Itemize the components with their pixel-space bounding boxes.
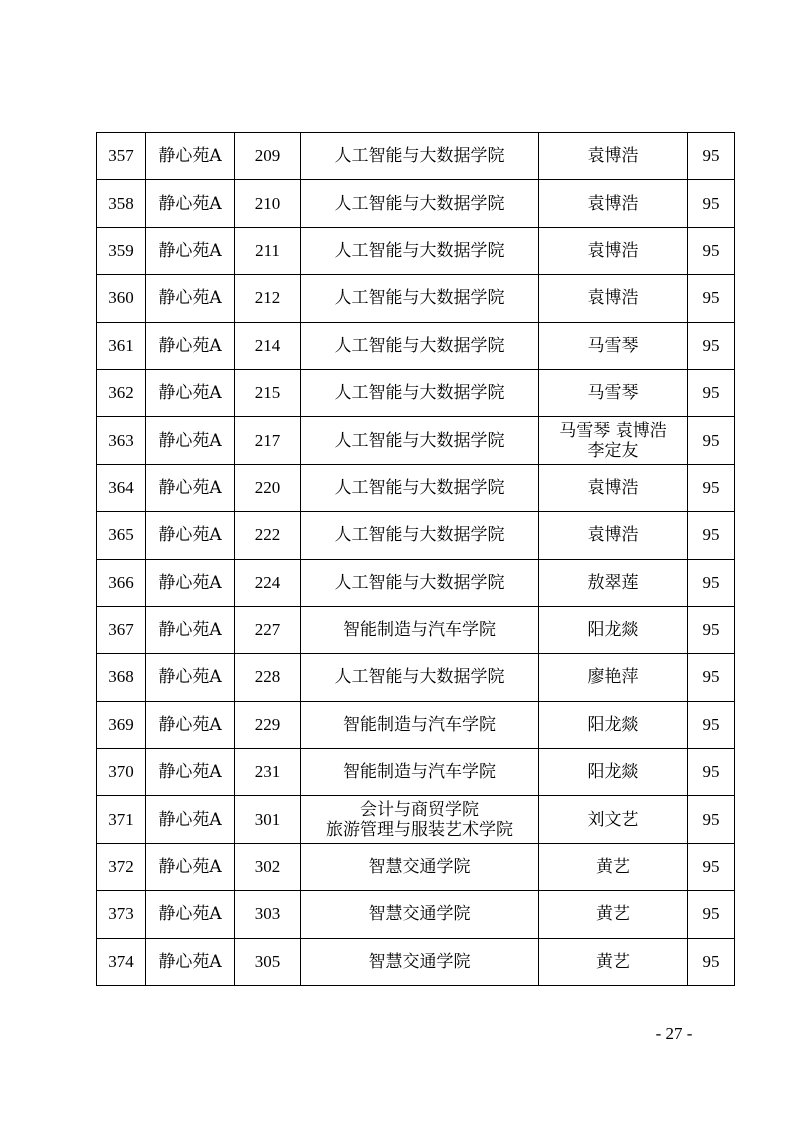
teacher-cell <box>539 369 688 416</box>
score-cell: 95 <box>688 701 735 748</box>
score-cell: 95 <box>688 133 735 180</box>
table-row <box>97 133 735 180</box>
college-cell <box>301 559 539 606</box>
building-cell: 静心苑A <box>146 512 235 559</box>
college-cell <box>301 796 539 843</box>
teacher-line: 马雪琴 <box>587 335 639 356</box>
serial-number-cell: 359 <box>97 227 146 274</box>
table-row <box>97 891 735 938</box>
college-line: 人工智能与大数据学院 <box>334 288 505 309</box>
score-cell: 95 <box>688 559 735 606</box>
room-number-cell: 228 <box>235 654 301 701</box>
serial-number-cell: 360 <box>97 275 146 322</box>
table-row <box>97 369 735 416</box>
college-cell <box>301 180 539 227</box>
teacher-cell <box>539 749 688 796</box>
college-line: 人工智能与大数据学院 <box>334 477 505 498</box>
teacher-line: 马雪琴 <box>587 383 639 404</box>
building-cell: 静心苑A <box>146 559 235 606</box>
college-line: 人工智能与大数据学院 <box>334 667 505 688</box>
building-cell: 静心苑A <box>146 796 235 843</box>
room-number-cell: 222 <box>235 512 301 559</box>
table-row <box>97 227 735 274</box>
room-number-cell: 301 <box>235 796 301 843</box>
serial-number-cell: 363 <box>97 417 146 464</box>
serial-number-cell: 357 <box>97 133 146 180</box>
teacher-line: 阳龙燚 <box>587 714 639 735</box>
room-number-cell: 227 <box>235 606 301 653</box>
score-cell: 95 <box>688 322 735 369</box>
table-row <box>97 322 735 369</box>
college-cell <box>301 654 539 701</box>
teacher-cell <box>539 796 688 843</box>
table-body <box>97 133 735 986</box>
serial-number-cell: 358 <box>97 180 146 227</box>
score-cell: 95 <box>688 891 735 938</box>
teacher-line: 袁博浩 <box>587 240 639 261</box>
teacher-cell <box>539 275 688 322</box>
table-row <box>97 275 735 322</box>
serial-number-cell: 368 <box>97 654 146 701</box>
college-cell <box>301 749 539 796</box>
table-row <box>97 701 735 748</box>
college-cell <box>301 133 539 180</box>
teacher-line: 敖翠莲 <box>587 572 639 593</box>
room-number-cell: 217 <box>235 417 301 464</box>
building-cell: 静心苑A <box>146 322 235 369</box>
table-row <box>97 559 735 606</box>
room-number-cell: 211 <box>235 227 301 274</box>
score-cell: 95 <box>688 654 735 701</box>
serial-number-cell: 365 <box>97 512 146 559</box>
building-cell: 静心苑A <box>146 749 235 796</box>
college-cell <box>301 369 539 416</box>
building-cell: 静心苑A <box>146 133 235 180</box>
room-number-cell: 303 <box>235 891 301 938</box>
room-number-cell: 209 <box>235 133 301 180</box>
college-line: 人工智能与大数据学院 <box>334 525 505 546</box>
teacher-cell <box>539 559 688 606</box>
teacher-line: 黄艺 <box>596 904 630 925</box>
table-row <box>97 749 735 796</box>
score-cell: 95 <box>688 369 735 416</box>
college-line: 人工智能与大数据学院 <box>334 430 505 451</box>
room-number-cell: 302 <box>235 843 301 890</box>
serial-number-cell: 374 <box>97 938 146 985</box>
serial-number-cell: 366 <box>97 559 146 606</box>
score-cell: 95 <box>688 749 735 796</box>
score-cell: 95 <box>688 417 735 464</box>
college-line: 人工智能与大数据学院 <box>334 146 505 167</box>
college-line: 人工智能与大数据学院 <box>334 193 505 214</box>
building-cell: 静心苑A <box>146 701 235 748</box>
college-line: 人工智能与大数据学院 <box>334 383 505 404</box>
college-line: 人工智能与大数据学院 <box>334 240 505 261</box>
score-cell: 95 <box>688 843 735 890</box>
college-cell <box>301 512 539 559</box>
college-cell <box>301 938 539 985</box>
serial-number-cell: 367 <box>97 606 146 653</box>
score-cell: 95 <box>688 227 735 274</box>
building-cell: 静心苑A <box>146 369 235 416</box>
college-cell <box>301 606 539 653</box>
room-number-cell: 224 <box>235 559 301 606</box>
serial-number-cell: 370 <box>97 749 146 796</box>
building-cell: 静心苑A <box>146 464 235 511</box>
building-cell: 静心苑A <box>146 606 235 653</box>
table-row <box>97 654 735 701</box>
table-row <box>97 938 735 985</box>
teacher-line: 阳龙燚 <box>587 762 639 783</box>
college-line: 人工智能与大数据学院 <box>334 335 505 356</box>
college-line: 智能制造与汽车学院 <box>343 620 496 641</box>
serial-number-cell: 361 <box>97 322 146 369</box>
room-number-cell: 231 <box>235 749 301 796</box>
room-number-cell: 212 <box>235 275 301 322</box>
college-line: 智慧交通学院 <box>368 857 471 878</box>
teacher-line: 袁博浩 <box>587 146 639 167</box>
teacher-cell <box>539 654 688 701</box>
table-row <box>97 464 735 511</box>
serial-number-cell: 362 <box>97 369 146 416</box>
college-cell <box>301 227 539 274</box>
room-number-cell: 229 <box>235 701 301 748</box>
room-number-cell: 214 <box>235 322 301 369</box>
serial-number-cell: 364 <box>97 464 146 511</box>
score-cell: 95 <box>688 512 735 559</box>
page-number: - 27 - <box>655 1024 693 1043</box>
serial-number-cell: 371 <box>97 796 146 843</box>
teacher-cell <box>539 891 688 938</box>
college-cell <box>301 275 539 322</box>
college-line: 旅游管理与服装艺术学院 <box>326 819 513 840</box>
teacher-cell <box>539 606 688 653</box>
score-cell: 95 <box>688 796 735 843</box>
score-cell: 95 <box>688 275 735 322</box>
teacher-cell <box>539 843 688 890</box>
teacher-cell <box>539 938 688 985</box>
teacher-line: 袁博浩 <box>587 525 639 546</box>
serial-number-cell: 373 <box>97 891 146 938</box>
teacher-line: 袁博浩 <box>587 288 639 309</box>
college-cell <box>301 891 539 938</box>
teacher-line: 廖艳萍 <box>587 667 639 688</box>
building-cell: 静心苑A <box>146 275 235 322</box>
teacher-line: 黄艺 <box>596 857 630 878</box>
college-line: 智能制造与汽车学院 <box>343 762 496 783</box>
college-line: 人工智能与大数据学院 <box>334 572 505 593</box>
table-row <box>97 417 735 464</box>
table-row <box>97 512 735 559</box>
teacher-cell <box>539 227 688 274</box>
building-cell: 静心苑A <box>146 227 235 274</box>
teacher-cell <box>539 417 688 464</box>
score-cell: 95 <box>688 606 735 653</box>
room-number-cell: 220 <box>235 464 301 511</box>
building-cell: 静心苑A <box>146 891 235 938</box>
table-row <box>97 796 735 843</box>
building-cell: 静心苑A <box>146 180 235 227</box>
serial-number-cell: 372 <box>97 843 146 890</box>
table-row <box>97 843 735 890</box>
score-cell: 95 <box>688 180 735 227</box>
teacher-cell <box>539 322 688 369</box>
teacher-line: 刘文艺 <box>587 809 639 830</box>
teacher-line: 袁博浩 <box>587 477 639 498</box>
teacher-line: 李定友 <box>587 440 639 461</box>
college-cell <box>301 843 539 890</box>
serial-number-cell: 369 <box>97 701 146 748</box>
table-row <box>97 180 735 227</box>
teacher-cell <box>539 464 688 511</box>
teacher-line: 黄艺 <box>596 951 630 972</box>
room-number-cell: 305 <box>235 938 301 985</box>
room-number-cell: 215 <box>235 369 301 416</box>
score-cell: 95 <box>688 938 735 985</box>
teacher-cell <box>539 512 688 559</box>
building-cell: 静心苑A <box>146 654 235 701</box>
teacher-line: 马雪琴 袁博浩 <box>559 420 667 441</box>
teacher-line: 袁博浩 <box>587 193 639 214</box>
building-cell: 静心苑A <box>146 417 235 464</box>
college-cell <box>301 701 539 748</box>
teacher-cell <box>539 133 688 180</box>
college-cell <box>301 417 539 464</box>
college-line: 智慧交通学院 <box>368 951 471 972</box>
college-cell <box>301 464 539 511</box>
college-line: 会计与商贸学院 <box>360 799 479 820</box>
college-line: 智慧交通学院 <box>368 904 471 925</box>
teacher-cell <box>539 180 688 227</box>
dormitory-score-table <box>96 132 735 986</box>
college-line: 智能制造与汽车学院 <box>343 714 496 735</box>
teacher-cell <box>539 701 688 748</box>
table-row <box>97 606 735 653</box>
teacher-line: 阳龙燚 <box>587 620 639 641</box>
room-number-cell: 210 <box>235 180 301 227</box>
score-cell: 95 <box>688 464 735 511</box>
building-cell: 静心苑A <box>146 843 235 890</box>
building-cell: 静心苑A <box>146 938 235 985</box>
college-cell <box>301 322 539 369</box>
